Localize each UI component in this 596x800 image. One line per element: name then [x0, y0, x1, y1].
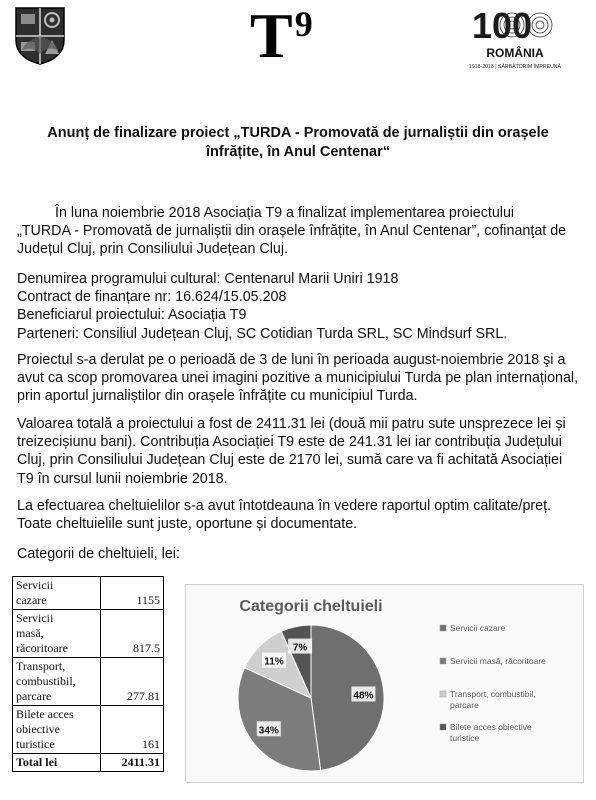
table-row [13, 658, 164, 706]
project-paragraph [17, 351, 583, 406]
label-line: obiective [16, 722, 60, 736]
legend-label: parcare [450, 700, 479, 710]
legend-swatch [440, 691, 446, 697]
legend-swatch [440, 625, 446, 631]
partners: Parteneri: Consiliul Județean Cluj, SC Cotidian Turda SRL, SC Mindsurf SRL. [17, 325, 508, 342]
title-line-1: Anunț de finalizare proiect „TURDA - Promovată de jurnaliștii din orașele [47, 125, 549, 141]
legend-swatch [440, 658, 446, 664]
brand-logo-t9 [250, 0, 313, 71]
pie-data-label: 34% [258, 725, 279, 737]
intro-line-1: În luna noiembrie 2018 Asociația T9 a finalizat implementarea proiectului [55, 205, 515, 221]
legend-label: Transport, combustibil, [450, 689, 536, 699]
intro-paragraph [17, 204, 583, 259]
total-value: 2411.31 [101, 754, 164, 772]
centenary-logo [468, 4, 562, 74]
beneficiary: Beneficiarul proiectului: Asociația T9 [17, 307, 247, 324]
legend-label: Servicii masă, răcoritoare [450, 656, 546, 666]
expenses-paragraph [17, 497, 583, 533]
table-row [13, 610, 164, 658]
label-line: masă, [16, 626, 44, 640]
legend-label: turistice [450, 733, 480, 743]
expenses-line-1: La efectuarea cheltuielilor s-a avut întotdeauna în vedere raportul optim calitate/preț. [17, 498, 552, 514]
intro-line-2: „TURDA - Promovată de jurnaliștii din orașele înfrățite, în Anul Centenar”, cofinanţat de [17, 223, 567, 240]
pie-data-label: 11% [264, 656, 284, 668]
announcement-title [20, 124, 576, 162]
label-line: turistice [16, 737, 55, 751]
pie-data-label: 48% [353, 690, 374, 702]
coat-of-arms-logo [14, 6, 66, 66]
brand-superscript: 9 [294, 4, 313, 44]
label-line: Transport, [16, 659, 66, 673]
row-value: 277.81 [101, 658, 164, 706]
pie-data-label: 7% [292, 642, 308, 654]
centenary-number: 100 [472, 5, 533, 46]
row-value: 1155 [101, 577, 164, 610]
row-value: 817.5 [101, 610, 164, 658]
value-line-1: Valoarea totală a proiectului a fost de 2411.31 lei (două mii patru sute unsprezece lei și [17, 416, 566, 432]
legend-label: Servicii cazare [450, 623, 506, 633]
chart-title: Categorii cheltuieli [239, 598, 383, 615]
contract-number: Contract de finanțare nr: 16.624/15.05.208 [17, 289, 287, 306]
value-line-3: Cluj, prin Consiliului Județean Cluj este de 2170 lei, sumă care va fi achitată Asociației [17, 452, 563, 469]
expenses-line-2: Toate cheltuielile sunt juste, oportune și documentate. [17, 516, 358, 533]
project-line-1: Proiectul s-a derulat pe o perioadă de 3 de luni în perioada august-noiembrie 2018 şi a [17, 352, 566, 368]
value-line-2: treizecișiunu bani). Contribuția Asociației T9 este de 241.31 lei iar contribuția Județului [17, 434, 562, 451]
centenary-tagline: 1918-2018 | SĂRBĂTORIM ÎMPREUNĂ [468, 64, 562, 70]
project-line-2: avut ca scop promovarea unei imagini pozitive a municipiului Turda pe plan internațional, [17, 370, 579, 387]
table-row [13, 577, 164, 610]
row-label [13, 706, 101, 754]
row-label [13, 610, 101, 658]
county-coat-of-arms-icon [14, 6, 66, 66]
pie-chart-svg [186, 585, 583, 782]
label-line: Bilete acces [16, 707, 74, 721]
label-line: parcare [16, 689, 52, 703]
project-details [17, 270, 583, 343]
row-value: 161 [101, 706, 164, 754]
value-paragraph [17, 415, 583, 488]
title-line-2: înfrățite, în Anul Centenar“ [206, 144, 390, 160]
label-line: cazare [16, 593, 47, 607]
total-label: Total lei [13, 754, 101, 772]
table-row [13, 706, 164, 754]
brand-text: T [250, 0, 293, 71]
legend-label: Bilete acces obiective [450, 722, 532, 732]
intro-line-3: Județul Cluj, prin Consiliului Județean Cluj. [17, 241, 288, 258]
value-line-4: T9 în cursul lunii noiembrie 2018. [17, 470, 228, 487]
label-line: răcoritoare [16, 641, 68, 655]
legend-swatch [440, 724, 446, 730]
label-line: Servicii [16, 578, 54, 592]
label-line: combustibil, [16, 674, 76, 688]
centenary-country: ROMÂNIA [486, 46, 544, 60]
program-name: Denumirea programului cultural: Centenarul Marii Uniri 1918 [17, 271, 399, 287]
total-row [13, 754, 164, 772]
row-label [13, 658, 101, 706]
expenses-pie-chart [185, 584, 584, 783]
label-line: Servicii [16, 611, 54, 625]
row-label [13, 577, 101, 610]
expenses-table [12, 576, 164, 772]
categories-label: Categorii de cheltuieli, lei: [17, 546, 180, 562]
project-line-3: prin aportul jurnaliștilor din orașele înfrățite cu municipiul Turda. [17, 388, 418, 405]
